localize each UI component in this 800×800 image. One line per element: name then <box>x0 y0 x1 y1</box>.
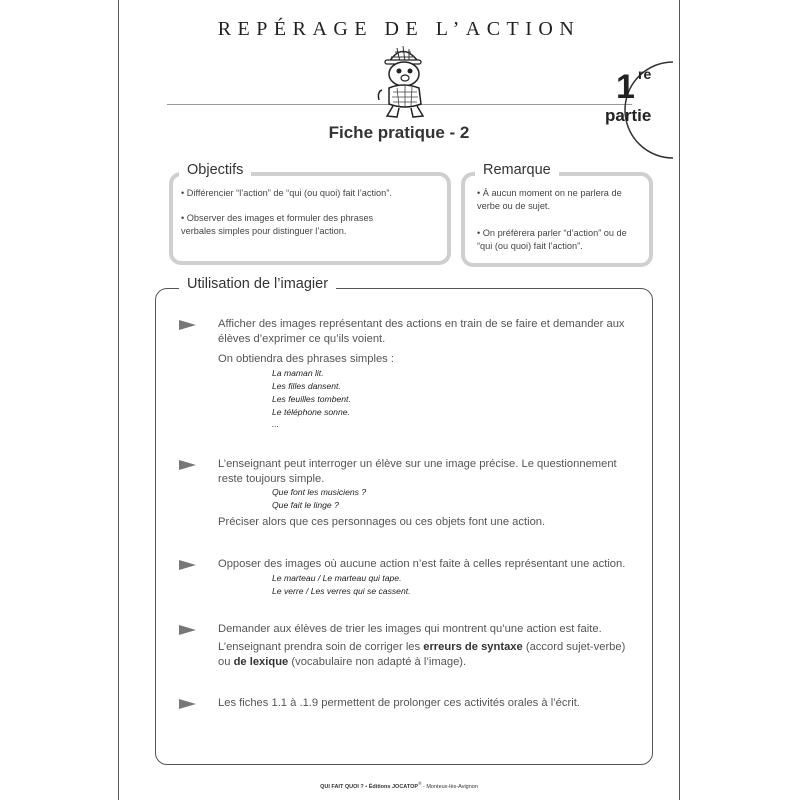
footer-place: - Monteux-lès-Avignon <box>421 783 478 790</box>
example-sentence: ... <box>272 419 280 429</box>
utilisation-legend: Utilisation de l’imagier <box>179 276 336 292</box>
activity-paragraph: Préciser alors que ces personnages ou ces objets font une action. <box>218 516 546 528</box>
example-sentence: Les filles dansent. <box>272 381 341 391</box>
example-sentence: La maman lit. <box>272 368 324 378</box>
footer-registered: ® <box>418 781 422 786</box>
example-sentence: Le marteau / Le marteau qui tape. <box>272 573 402 583</box>
activity-paragraph: Demander aux élèves de trier les images qui montrent qu’une action est faite. <box>218 623 602 635</box>
activity-paragraph: L’enseignant peut interroger un élève sur une image précise. Le questionnement reste toujours simple. <box>218 458 617 485</box>
syntax-text: (vocabulaire non adapté à l’image). <box>288 656 467 668</box>
syntax-text: (accord sujet-verbe) ou <box>218 641 626 668</box>
remarque-item: • On préfèrera parler “d’action” ou de “qui (ou quoi) fait l’action”. <box>477 228 627 251</box>
page-footer <box>119 781 679 790</box>
worksheet-page <box>118 0 680 800</box>
example-sentence: Que fait le linge ? <box>272 500 339 510</box>
remarque-item: • À aucun moment on ne parlera de verbe ou de sujet. <box>477 188 622 211</box>
activity-paragraph: Opposer des images où aucune action n’est faite à celles représentant une action. <box>218 558 626 570</box>
activity-paragraph: On obtiendra des phrases simples : <box>218 353 394 365</box>
partie-superscript: re <box>638 66 652 82</box>
sheet-subtitle: Fiche pratique - 2 <box>328 123 470 142</box>
bullet-arrow-icon <box>179 625 196 635</box>
bullet-arrow-icon <box>179 320 196 330</box>
objectifs-item: • Différencier “l’action” de “qui (ou quoi) fait l’action”. <box>181 188 392 198</box>
page-margin <box>0 0 118 800</box>
bullet-arrow-icon <box>179 560 196 570</box>
bullet-arrow-icon <box>179 460 196 470</box>
objectifs-legend: Objectifs <box>179 162 251 178</box>
syntax-text: L’enseignant prendra soin de corriger les <box>218 641 424 653</box>
partie-number: 1 <box>616 68 635 106</box>
example-sentence: Que font les musiciens ? <box>272 487 367 497</box>
page-title: REPÉRAGE DE L’ACTION <box>217 18 581 40</box>
footer-separator: • <box>363 783 369 790</box>
example-sentence: Le téléphone sonne. <box>272 407 350 417</box>
bullet-arrow-icon <box>179 699 196 709</box>
partie-label: partie <box>605 106 652 125</box>
footer-book-title: QUI FAIT QUOI ? <box>320 783 364 790</box>
activity-paragraph: Afficher des images représentant des actions en train de se faire et demander aux élèves d’exprimer ce qu’ils voient. <box>218 318 625 345</box>
activity-paragraph-syntax <box>218 640 628 670</box>
syntax-emphasis: erreurs de syntaxe <box>423 641 523 653</box>
activity-paragraph: Les fiches 1.1 à .1.9 permettent de prolonger ces activités orales à l’écrit. <box>218 697 580 709</box>
remarque-legend: Remarque <box>475 162 559 178</box>
detective-mascot-illustration <box>367 40 437 120</box>
footer-publisher: Éditions JOCATOP <box>368 783 419 790</box>
example-sentence: Les feuilles tombent. <box>272 394 351 404</box>
objectifs-item: • Observer des images et formuler des phrases verbales simples pour distinguer l’action. <box>181 213 374 236</box>
lexique-emphasis: de lexique <box>233 656 289 668</box>
example-sentence: Le verre / Les verres qui se cassent. <box>272 586 411 596</box>
